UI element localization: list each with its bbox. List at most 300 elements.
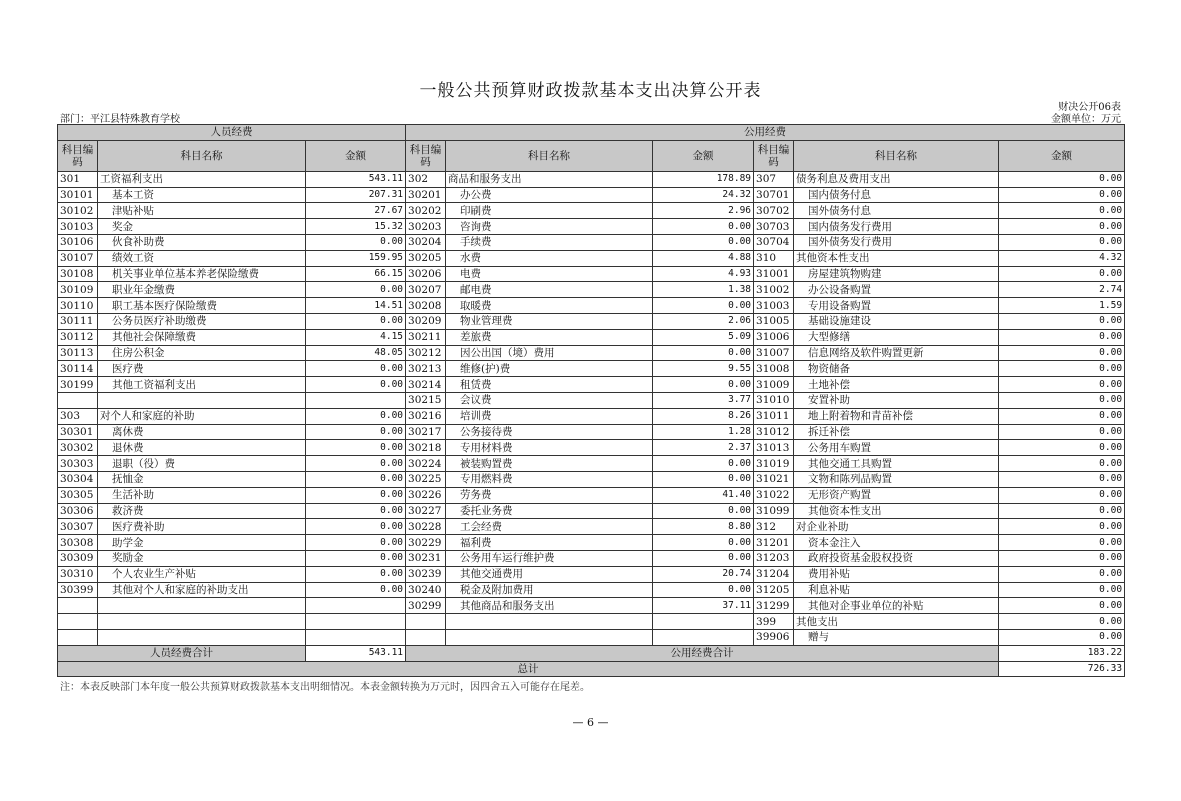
amount-cell: 0.00 xyxy=(999,361,1125,377)
name-cell: 其他社会保障缴费 xyxy=(98,329,306,345)
amount-cell: 0.00 xyxy=(306,408,406,424)
code-cell: 30228 xyxy=(406,519,446,535)
code-cell: 310 xyxy=(754,250,794,266)
personnel-header: 人员经费 xyxy=(58,125,406,141)
name-cell: 个人农业生产补贴 xyxy=(98,566,306,582)
table-row xyxy=(58,456,1125,472)
code-cell: 302 xyxy=(406,171,446,187)
amount-cell: 0.00 xyxy=(999,503,1125,519)
name-cell: 维修(护)费 xyxy=(446,361,653,377)
amount-cell: 0.00 xyxy=(653,582,754,598)
code-cell: 30208 xyxy=(406,298,446,314)
public-total-value: 183.22 xyxy=(999,645,1125,661)
code-cell: 30114 xyxy=(58,361,98,377)
code-cell: 30704 xyxy=(754,234,794,250)
name-cell: 信息网络及软件购置更新 xyxy=(794,345,999,361)
name-cell: 工会经费 xyxy=(446,519,653,535)
code-cell: 30201 xyxy=(406,187,446,203)
table-row xyxy=(58,266,1125,282)
name-cell xyxy=(446,629,653,645)
code-cell: 30701 xyxy=(754,187,794,203)
code-cell: 30217 xyxy=(406,424,446,440)
code-header: 科目编码 xyxy=(406,140,446,171)
code-cell: 30240 xyxy=(406,582,446,598)
name-cell: 救济费 xyxy=(98,503,306,519)
amount-cell: 5.09 xyxy=(653,329,754,345)
amount-cell: 178.89 xyxy=(653,171,754,187)
name-cell: 取暖费 xyxy=(446,298,653,314)
amount-cell: 0.00 xyxy=(999,408,1125,424)
table-row xyxy=(58,629,1125,645)
name-cell: 大型修缮 xyxy=(794,329,999,345)
name-cell: 奖金 xyxy=(98,219,306,235)
name-cell: 公务用车运行维护费 xyxy=(446,550,653,566)
amount-cell: 4.32 xyxy=(999,250,1125,266)
name-cell: 退职（役）费 xyxy=(98,456,306,472)
code-cell: 30304 xyxy=(58,471,98,487)
name-cell: 专用设备购置 xyxy=(794,298,999,314)
name-cell: 物资储备 xyxy=(794,361,999,377)
amount-cell: 0.00 xyxy=(653,503,754,519)
name-cell: 其他交通费用 xyxy=(446,566,653,582)
section-header-row xyxy=(58,125,1125,141)
amount-cell xyxy=(306,392,406,408)
amount-cell: 0.00 xyxy=(999,566,1125,582)
name-cell: 商品和服务支出 xyxy=(446,171,653,187)
code-cell: 301 xyxy=(58,171,98,187)
grand-total-row xyxy=(58,661,1125,677)
code-cell: 30209 xyxy=(406,313,446,329)
code-cell: 31204 xyxy=(754,566,794,582)
name-cell: 国外债务发行费用 xyxy=(794,234,999,250)
code-cell xyxy=(58,392,98,408)
name-cell: 奖励金 xyxy=(98,550,306,566)
name-cell: 津贴补贴 xyxy=(98,203,306,219)
name-cell xyxy=(98,614,306,630)
amount-cell: 0.00 xyxy=(306,566,406,582)
code-cell: 30225 xyxy=(406,471,446,487)
code-cell: 30213 xyxy=(406,361,446,377)
code-cell: 30103 xyxy=(58,219,98,235)
table-row xyxy=(58,282,1125,298)
code-cell: 30303 xyxy=(58,456,98,472)
amount-cell: 0.00 xyxy=(306,313,406,329)
amount-cell xyxy=(306,614,406,630)
amount-cell: 0.00 xyxy=(999,535,1125,551)
name-cell: 抚恤金 xyxy=(98,471,306,487)
amount-cell: 20.74 xyxy=(653,566,754,582)
code-cell: 30101 xyxy=(58,187,98,203)
code-cell: 30306 xyxy=(58,503,98,519)
table-row xyxy=(58,519,1125,535)
code-cell: 31003 xyxy=(754,298,794,314)
name-cell xyxy=(98,392,306,408)
code-cell: 30108 xyxy=(58,266,98,282)
subtotal-row xyxy=(58,645,1125,661)
code-cell: 31019 xyxy=(754,456,794,472)
amount-cell: 0.00 xyxy=(999,329,1125,345)
table-row xyxy=(58,614,1125,630)
name-cell: 绩效工资 xyxy=(98,250,306,266)
code-cell: 30111 xyxy=(58,313,98,329)
code-cell: 31201 xyxy=(754,535,794,551)
amount-cell: 0.00 xyxy=(306,361,406,377)
table-row xyxy=(58,234,1125,250)
code-cell: 31006 xyxy=(754,329,794,345)
code-cell: 30302 xyxy=(58,440,98,456)
name-cell: 其他资本性支出 xyxy=(794,503,999,519)
name-cell: 其他支出 xyxy=(794,614,999,630)
code-cell: 30310 xyxy=(58,566,98,582)
table-row xyxy=(58,345,1125,361)
code-cell xyxy=(406,629,446,645)
code-cell: 31005 xyxy=(754,313,794,329)
table-row xyxy=(58,203,1125,219)
amount-cell: 207.31 xyxy=(306,187,406,203)
name-cell: 生活补助 xyxy=(98,487,306,503)
amount-cell: 0.00 xyxy=(999,519,1125,535)
name-cell: 福利费 xyxy=(446,535,653,551)
name-cell: 租赁费 xyxy=(446,377,653,393)
name-cell: 资本金注入 xyxy=(794,535,999,551)
name-cell: 专用燃料费 xyxy=(446,471,653,487)
code-cell: 31203 xyxy=(754,550,794,566)
name-cell: 税金及附加费用 xyxy=(446,582,653,598)
amount-cell xyxy=(653,614,754,630)
code-cell: 31007 xyxy=(754,345,794,361)
code-cell: 31011 xyxy=(754,408,794,424)
table-row xyxy=(58,424,1125,440)
code-cell: 30239 xyxy=(406,566,446,582)
amount-cell: 0.00 xyxy=(306,503,406,519)
department-label: 部门：平江县特殊教育学校 xyxy=(60,114,180,125)
code-cell: 31022 xyxy=(754,487,794,503)
amount-cell: 0.00 xyxy=(999,598,1125,614)
code-cell: 31299 xyxy=(754,598,794,614)
code-cell: 31012 xyxy=(754,424,794,440)
code-cell xyxy=(58,629,98,645)
name-cell: 职业年金缴费 xyxy=(98,282,306,298)
amount-cell: 0.00 xyxy=(653,377,754,393)
amount-cell: 0.00 xyxy=(306,424,406,440)
code-cell: 30204 xyxy=(406,234,446,250)
code-cell: 312 xyxy=(754,519,794,535)
name-cell: 无形资产购置 xyxy=(794,487,999,503)
name-cell: 公务用车购置 xyxy=(794,440,999,456)
code-cell: 30702 xyxy=(754,203,794,219)
amount-cell: 0.00 xyxy=(999,582,1125,598)
code-cell: 30214 xyxy=(406,377,446,393)
page-title: 一般公共预算财政拨款基本支出决算公开表 xyxy=(419,81,762,101)
name-cell: 国内债务发行费用 xyxy=(794,219,999,235)
code-cell: 31099 xyxy=(754,503,794,519)
name-cell: 公务员医疗补助缴费 xyxy=(98,313,306,329)
name-cell: 拆迁补偿 xyxy=(794,424,999,440)
name-cell: 对个人和家庭的补助 xyxy=(98,408,306,424)
amount-cell: 0.00 xyxy=(306,456,406,472)
table-row xyxy=(58,171,1125,187)
name-cell: 房屋建筑物购建 xyxy=(794,266,999,282)
code-cell: 30211 xyxy=(406,329,446,345)
amount-cell: 14.51 xyxy=(306,298,406,314)
code-cell: 30110 xyxy=(58,298,98,314)
amount-cell: 0.00 xyxy=(999,440,1125,456)
code-cell: 30207 xyxy=(406,282,446,298)
name-cell: 被装购置费 xyxy=(446,456,653,472)
name-cell: 医疗费 xyxy=(98,361,306,377)
amount-cell: 0.00 xyxy=(306,582,406,598)
name-cell: 因公出国（境）费用 xyxy=(446,345,653,361)
name-cell: 会议费 xyxy=(446,392,653,408)
code-cell: 31002 xyxy=(754,282,794,298)
name-cell xyxy=(98,629,306,645)
page-number: — 6 — xyxy=(572,716,609,729)
table-row xyxy=(58,392,1125,408)
grand-total-value: 726.33 xyxy=(999,661,1125,677)
name-cell: 伙食补助费 xyxy=(98,234,306,250)
amount-cell: 0.00 xyxy=(999,171,1125,187)
amount-cell: 0.00 xyxy=(999,614,1125,630)
amount-cell: 0.00 xyxy=(999,456,1125,472)
code-cell: 30112 xyxy=(58,329,98,345)
amount-cell: 0.00 xyxy=(306,535,406,551)
amount-cell: 0.00 xyxy=(653,345,754,361)
amount-cell: 0.00 xyxy=(653,298,754,314)
personnel-total-label: 人员经费合计 xyxy=(58,645,306,661)
table-row xyxy=(58,598,1125,614)
amount-cell: 2.74 xyxy=(999,282,1125,298)
amount-cell: 3.77 xyxy=(653,392,754,408)
amount-cell: 543.11 xyxy=(306,171,406,187)
name-cell: 安置补助 xyxy=(794,392,999,408)
code-cell: 31021 xyxy=(754,471,794,487)
code-cell: 30399 xyxy=(58,582,98,598)
amount-cell: 0.00 xyxy=(999,424,1125,440)
amount-cell: 48.05 xyxy=(306,345,406,361)
table-row xyxy=(58,582,1125,598)
column-header-row xyxy=(58,140,1125,171)
name-cell: 机关事业单位基本养老保险缴费 xyxy=(98,266,306,282)
name-cell: 医疗费补助 xyxy=(98,519,306,535)
table-row xyxy=(58,503,1125,519)
name-header: 科目名称 xyxy=(446,140,653,171)
grand-total-label: 总计 xyxy=(58,661,999,677)
amount-cell: 0.00 xyxy=(999,629,1125,645)
code-cell: 30703 xyxy=(754,219,794,235)
name-cell: 公务接待费 xyxy=(446,424,653,440)
amount-cell: 0.00 xyxy=(306,440,406,456)
expenditure-table xyxy=(57,124,1125,677)
name-cell: 助学金 xyxy=(98,535,306,551)
name-cell: 咨询费 xyxy=(446,219,653,235)
code-cell: 30301 xyxy=(58,424,98,440)
table-row xyxy=(58,408,1125,424)
amount-cell: 0.00 xyxy=(653,219,754,235)
amount-cell: 0.00 xyxy=(306,471,406,487)
table-row xyxy=(58,377,1125,393)
name-cell: 其他商品和服务支出 xyxy=(446,598,653,614)
amount-cell: 159.95 xyxy=(306,250,406,266)
table-row xyxy=(58,535,1125,551)
amount-cell: 8.26 xyxy=(653,408,754,424)
table-row xyxy=(58,361,1125,377)
name-cell: 赠与 xyxy=(794,629,999,645)
name-cell: 对企业补助 xyxy=(794,519,999,535)
table-row xyxy=(58,566,1125,582)
amount-cell: 4.88 xyxy=(653,250,754,266)
code-cell: 30224 xyxy=(406,456,446,472)
code-cell: 31013 xyxy=(754,440,794,456)
code-cell: 30226 xyxy=(406,487,446,503)
amount-cell xyxy=(653,629,754,645)
amount-cell: 0.00 xyxy=(306,377,406,393)
amount-cell: 1.38 xyxy=(653,282,754,298)
name-cell: 地上附着物和青苗补偿 xyxy=(794,408,999,424)
table-row xyxy=(58,471,1125,487)
code-cell: 30231 xyxy=(406,550,446,566)
code-cell: 30199 xyxy=(58,377,98,393)
name-cell: 电费 xyxy=(446,266,653,282)
code-cell xyxy=(58,614,98,630)
code-cell: 30206 xyxy=(406,266,446,282)
name-cell: 劳务费 xyxy=(446,487,653,503)
unit-label: 金额单位：万元 xyxy=(1051,114,1121,125)
name-cell: 政府投资基金股权投资 xyxy=(794,550,999,566)
code-cell: 30113 xyxy=(58,345,98,361)
table-row xyxy=(58,313,1125,329)
code-cell: 31008 xyxy=(754,361,794,377)
code-cell: 39906 xyxy=(754,629,794,645)
name-cell: 费用补贴 xyxy=(794,566,999,582)
code-cell xyxy=(406,614,446,630)
table-row xyxy=(58,250,1125,266)
amount-cell: 27.67 xyxy=(306,203,406,219)
name-cell: 工资福利支出 xyxy=(98,171,306,187)
name-cell: 国内债务付息 xyxy=(794,187,999,203)
code-cell: 30109 xyxy=(58,282,98,298)
code-header: 科目编码 xyxy=(58,140,98,171)
amount-cell: 1.59 xyxy=(999,298,1125,314)
code-cell: 30229 xyxy=(406,535,446,551)
amount-cell: 0.00 xyxy=(653,234,754,250)
table-row xyxy=(58,298,1125,314)
name-cell: 职工基本医疗保险缴费 xyxy=(98,298,306,314)
amount-cell: 2.96 xyxy=(653,203,754,219)
code-cell: 30218 xyxy=(406,440,446,456)
code-cell: 30307 xyxy=(58,519,98,535)
code-cell: 30202 xyxy=(406,203,446,219)
name-cell: 委托业务费 xyxy=(446,503,653,519)
name-cell: 专用材料费 xyxy=(446,440,653,456)
public-total-label: 公用经费合计 xyxy=(406,645,999,661)
amount-cell: 2.37 xyxy=(653,440,754,456)
amount-cell xyxy=(306,598,406,614)
amount-cell: 0.00 xyxy=(999,313,1125,329)
amount-cell: 0.00 xyxy=(999,377,1125,393)
amount-cell: 0.00 xyxy=(999,187,1125,203)
name-header: 科目名称 xyxy=(98,140,306,171)
name-header: 科目名称 xyxy=(794,140,999,171)
amount-cell: 15.32 xyxy=(306,219,406,235)
name-cell: 办公费 xyxy=(446,187,653,203)
code-cell: 30216 xyxy=(406,408,446,424)
amount-cell: 0.00 xyxy=(653,471,754,487)
table-row xyxy=(58,329,1125,345)
code-cell: 30309 xyxy=(58,550,98,566)
name-cell: 基本工资 xyxy=(98,187,306,203)
amount-cell: 0.00 xyxy=(999,203,1125,219)
name-cell: 债务利息及费用支出 xyxy=(794,171,999,187)
amount-cell: 0.00 xyxy=(999,550,1125,566)
name-cell: 国外债务付息 xyxy=(794,203,999,219)
form-code: 财决公开06表 xyxy=(1058,102,1121,113)
amount-cell: 0.00 xyxy=(306,519,406,535)
amount-header: 金额 xyxy=(306,140,406,171)
amount-cell: 1.28 xyxy=(653,424,754,440)
amount-header: 金额 xyxy=(999,140,1125,171)
name-cell: 住房公积金 xyxy=(98,345,306,361)
amount-cell: 4.93 xyxy=(653,266,754,282)
amount-cell: 0.00 xyxy=(306,550,406,566)
amount-cell: 0.00 xyxy=(999,234,1125,250)
code-cell: 30212 xyxy=(406,345,446,361)
table-row xyxy=(58,487,1125,503)
code-cell: 30299 xyxy=(406,598,446,614)
table-row xyxy=(58,219,1125,235)
amount-cell: 66.15 xyxy=(306,266,406,282)
amount-cell: 0.00 xyxy=(306,487,406,503)
amount-cell: 9.55 xyxy=(653,361,754,377)
code-cell: 31205 xyxy=(754,582,794,598)
name-cell: 物业管理费 xyxy=(446,313,653,329)
amount-cell: 0.00 xyxy=(653,550,754,566)
public-header: 公用经费 xyxy=(406,125,1125,141)
code-cell: 307 xyxy=(754,171,794,187)
amount-cell: 4.15 xyxy=(306,329,406,345)
amount-cell: 37.11 xyxy=(653,598,754,614)
name-cell: 土地补偿 xyxy=(794,377,999,393)
name-cell: 培训费 xyxy=(446,408,653,424)
amount-header: 金额 xyxy=(653,140,754,171)
amount-cell: 0.00 xyxy=(999,219,1125,235)
amount-cell: 0.00 xyxy=(653,535,754,551)
amount-cell: 0.00 xyxy=(999,266,1125,282)
personnel-total-value: 543.11 xyxy=(306,645,406,661)
code-cell: 30107 xyxy=(58,250,98,266)
amount-cell: 0.00 xyxy=(999,392,1125,408)
name-cell: 其他对企事业单位的补贴 xyxy=(794,598,999,614)
amount-cell: 8.80 xyxy=(653,519,754,535)
amount-cell: 0.00 xyxy=(999,471,1125,487)
code-cell: 30205 xyxy=(406,250,446,266)
code-cell: 31001 xyxy=(754,266,794,282)
code-cell: 399 xyxy=(754,614,794,630)
amount-cell: 41.40 xyxy=(653,487,754,503)
name-cell: 手续费 xyxy=(446,234,653,250)
name-cell: 其他交通工具购置 xyxy=(794,456,999,472)
amount-cell: 0.00 xyxy=(653,456,754,472)
amount-cell: 0.00 xyxy=(306,234,406,250)
amount-cell: 2.06 xyxy=(653,313,754,329)
name-cell: 水费 xyxy=(446,250,653,266)
code-cell: 31009 xyxy=(754,377,794,393)
code-cell: 30106 xyxy=(58,234,98,250)
table-row xyxy=(58,440,1125,456)
amount-cell: 0.00 xyxy=(999,487,1125,503)
name-cell: 其他资本性支出 xyxy=(794,250,999,266)
name-cell xyxy=(446,614,653,630)
amount-cell xyxy=(306,629,406,645)
